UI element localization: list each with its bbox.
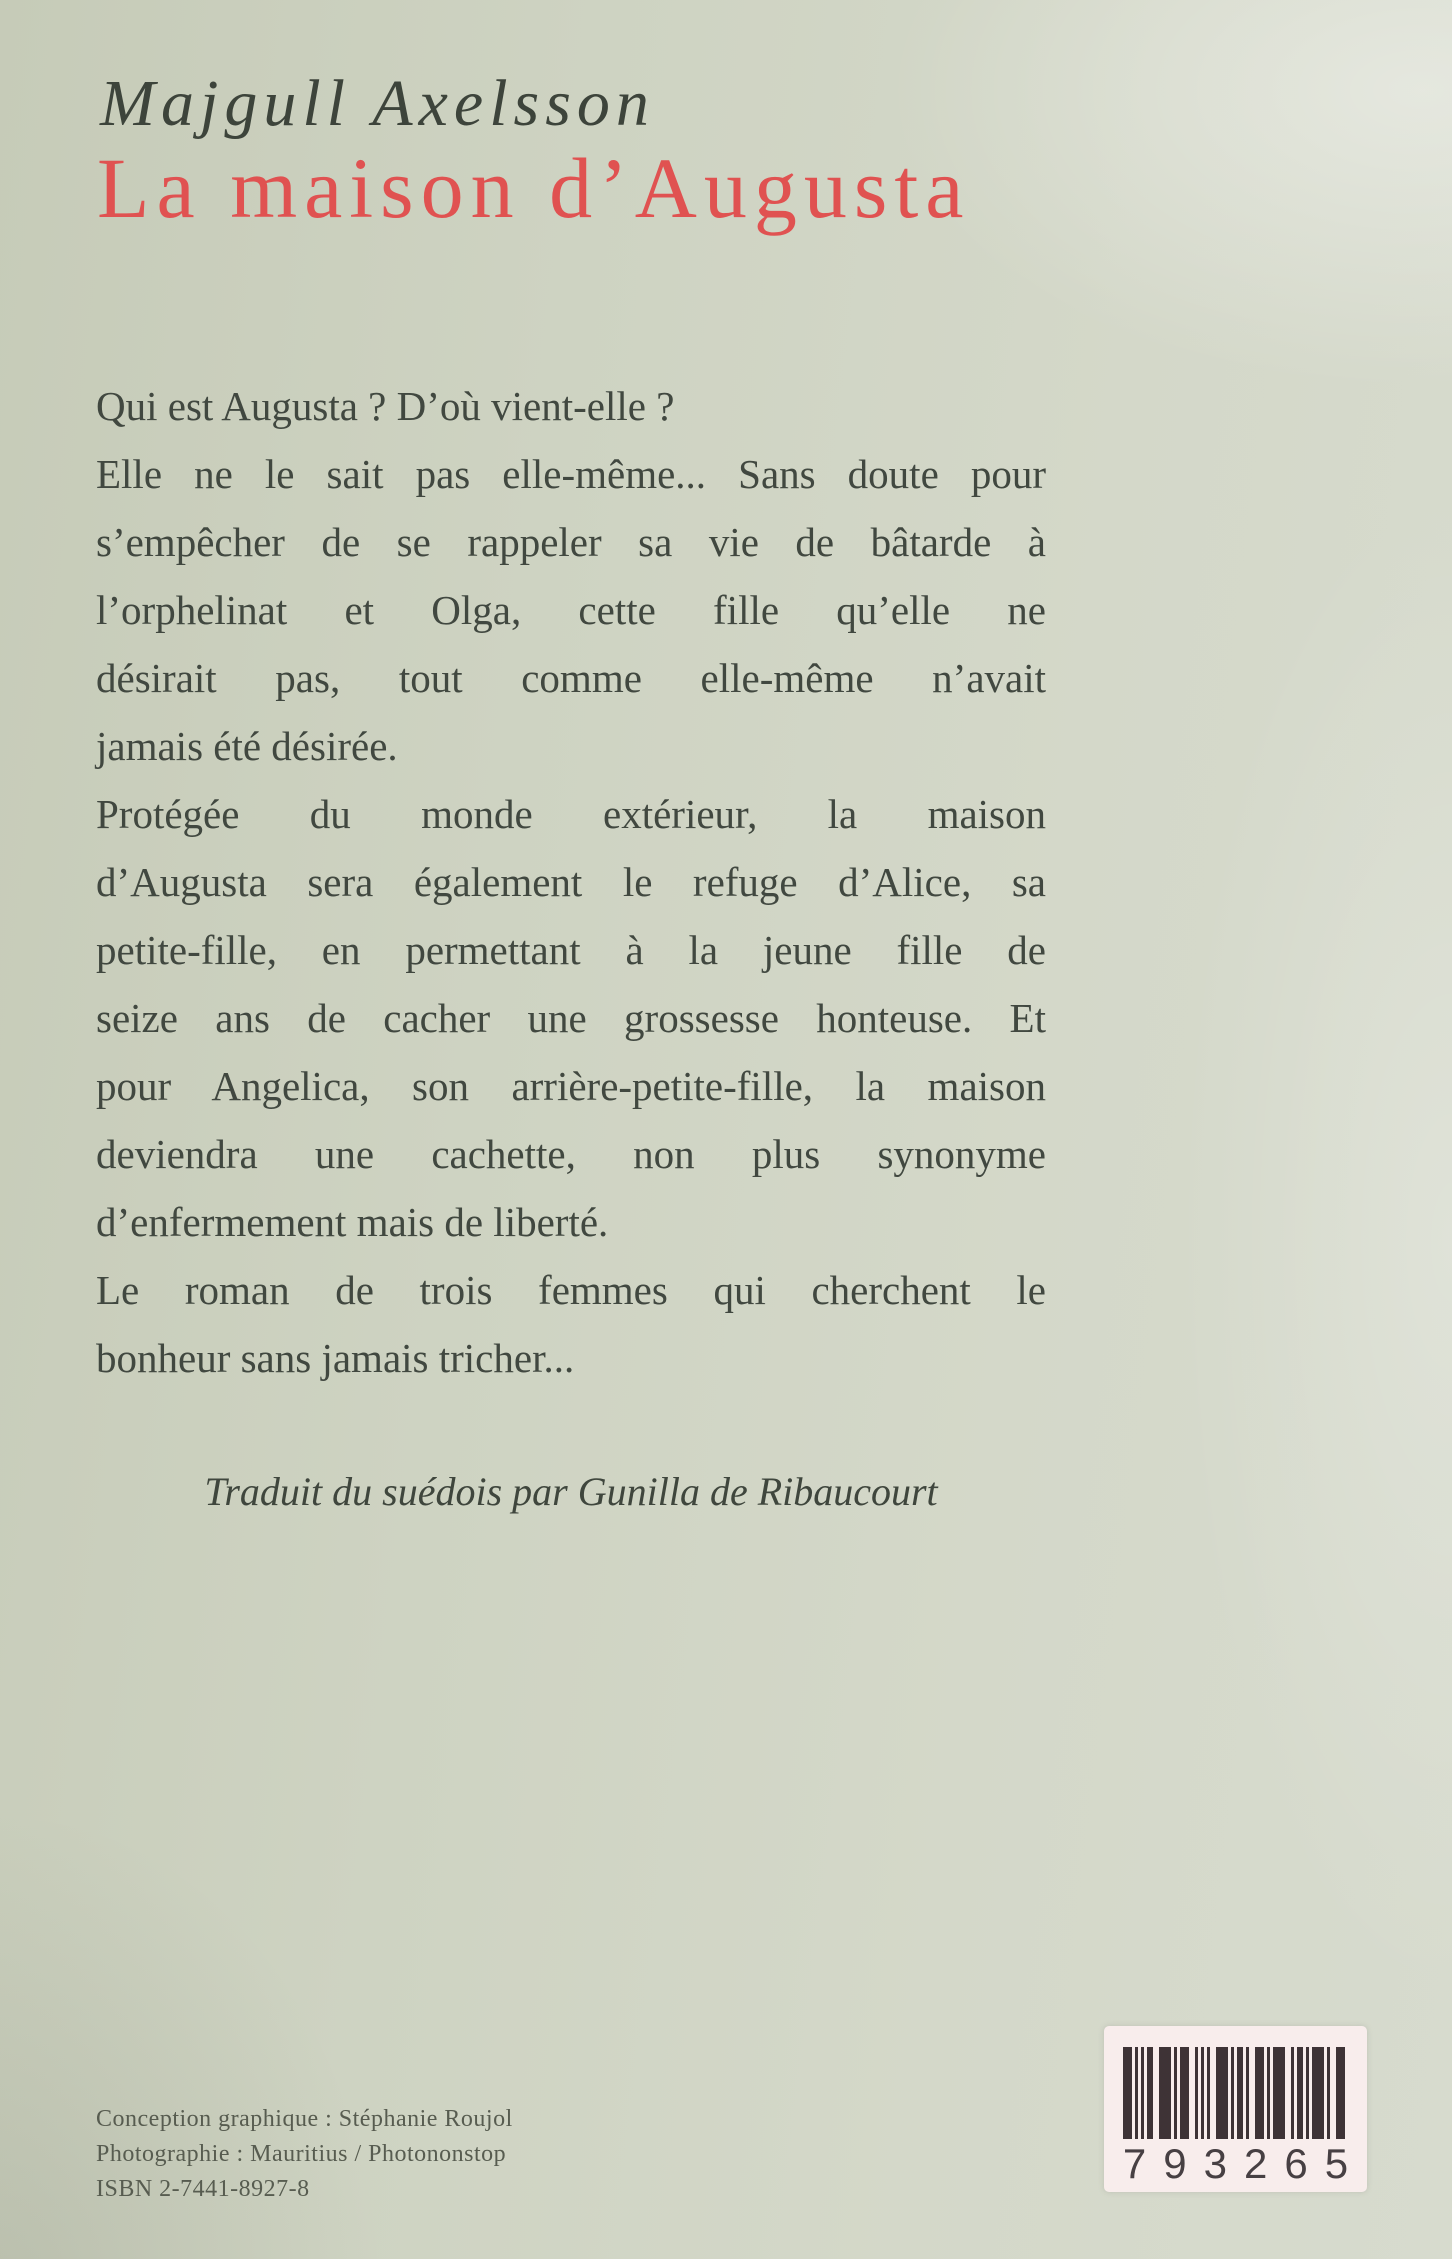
synopsis-line: Qui est Augusta ? D’où vient-elle ?: [96, 383, 675, 429]
barcode-digits: 793265: [1122, 2140, 1366, 2187]
synopsis-line: seize ans de cacher une grossesse honteuse. Et: [96, 995, 1046, 1041]
synopsis-line: s’empêcher de se rappeler sa vie de bâtarde à: [96, 519, 1046, 565]
synopsis-line: Le roman de trois femmes qui cherchent le: [96, 1267, 1046, 1313]
author-name: Majgull Axelsson: [100, 67, 655, 140]
synopsis-line: pour Angelica, son arrière-petite-fille, la maison: [96, 1063, 1046, 1109]
credits-block: [96, 2102, 513, 2207]
credit-line-photography: Photographie : Mauritius / Photononstop: [96, 2141, 507, 2167]
synopsis-line: deviendra une cachette, non plus synonyme: [96, 1131, 1046, 1177]
synopsis-line: bonheur sans jamais tricher...: [96, 1335, 575, 1381]
synopsis-line: jamais été désirée.: [96, 723, 398, 769]
credit-line-isbn: ISBN 2-7441-8927-8: [96, 2176, 310, 2202]
synopsis-line: petite-fille, en permettant à la jeune fille de: [96, 927, 1046, 973]
synopsis: [96, 372, 1046, 1392]
synopsis-line: Elle ne le sait pas elle-même... Sans doute pour: [96, 451, 1046, 497]
barcode-icon: [1123, 2047, 1348, 2139]
synopsis-line: désirait pas, tout comme elle-même n’avait: [96, 655, 1046, 701]
translator-credit: Traduit du suédois par Gunilla de Ribaucourt: [204, 1469, 938, 1514]
credit-line-design: Conception graphique : Stéphanie Roujol: [96, 2106, 513, 2132]
synopsis-line: l’orphelinat et Olga, cette fille qu’elle ne: [96, 587, 1046, 633]
book-title: La maison d’Augusta: [97, 140, 971, 236]
synopsis-line: d’Augusta sera également le refuge d’Alice, sa: [96, 859, 1046, 905]
synopsis-line: d’enfermement mais de liberté.: [96, 1199, 609, 1245]
barcode-label: [1104, 2026, 1367, 2192]
synopsis-line: Protégée du monde extérieur, la maison: [96, 791, 1046, 837]
